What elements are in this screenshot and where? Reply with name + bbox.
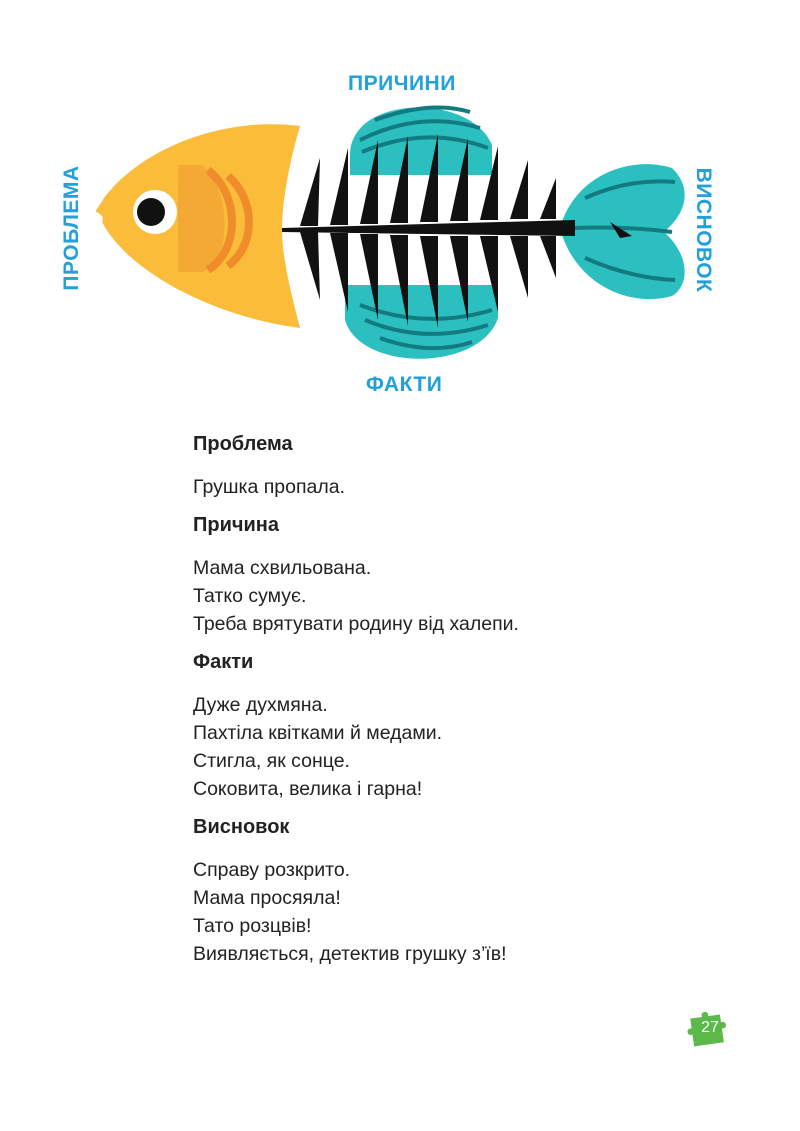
section-line: Треба врятувати родину від халепи. <box>193 613 519 635</box>
top-fin <box>350 107 492 175</box>
section-line: Дуже духмяна. <box>193 694 328 716</box>
label-causes: ПРИЧИНИ <box>348 72 456 95</box>
section-heading: Висновок <box>193 816 290 838</box>
section-problem <box>193 430 753 501</box>
page-number: 27 <box>701 1019 719 1036</box>
section-facts <box>193 648 753 803</box>
fish-head <box>96 124 300 328</box>
section-line: Справу розкрито. <box>193 859 351 881</box>
label-conclusion: ВИСНОВОК <box>692 167 715 293</box>
section-line: Тато розцвів! <box>193 915 312 937</box>
tail-fin <box>560 164 685 299</box>
section-line: Соковита, велика і гарна! <box>193 778 423 800</box>
section-heading: Факти <box>193 651 254 673</box>
section-line: Пахтіла квітками й медами. <box>193 722 443 744</box>
label-facts: ФАКТИ <box>366 373 443 396</box>
section-line: Грушка пропала. <box>193 476 346 498</box>
label-problem: ПРОБЛЕМА <box>60 165 83 291</box>
section-line: Мама схвильована. <box>193 557 372 579</box>
section-conclusion <box>193 813 753 968</box>
fishbone-diagram <box>0 0 800 420</box>
section-line: Мама просяяла! <box>193 887 341 909</box>
section-line: Виявляється, детектив грушку з’їв! <box>193 943 507 965</box>
bottom-fin <box>345 285 498 359</box>
text-content <box>193 430 753 978</box>
section-heading: Причина <box>193 514 279 536</box>
section-line: Стигла, як сонце. <box>193 750 350 772</box>
section-heading: Проблема <box>193 433 293 455</box>
eye-pupil <box>137 198 165 226</box>
section-cause <box>193 511 753 638</box>
section-line: Татко сумує. <box>193 585 307 607</box>
